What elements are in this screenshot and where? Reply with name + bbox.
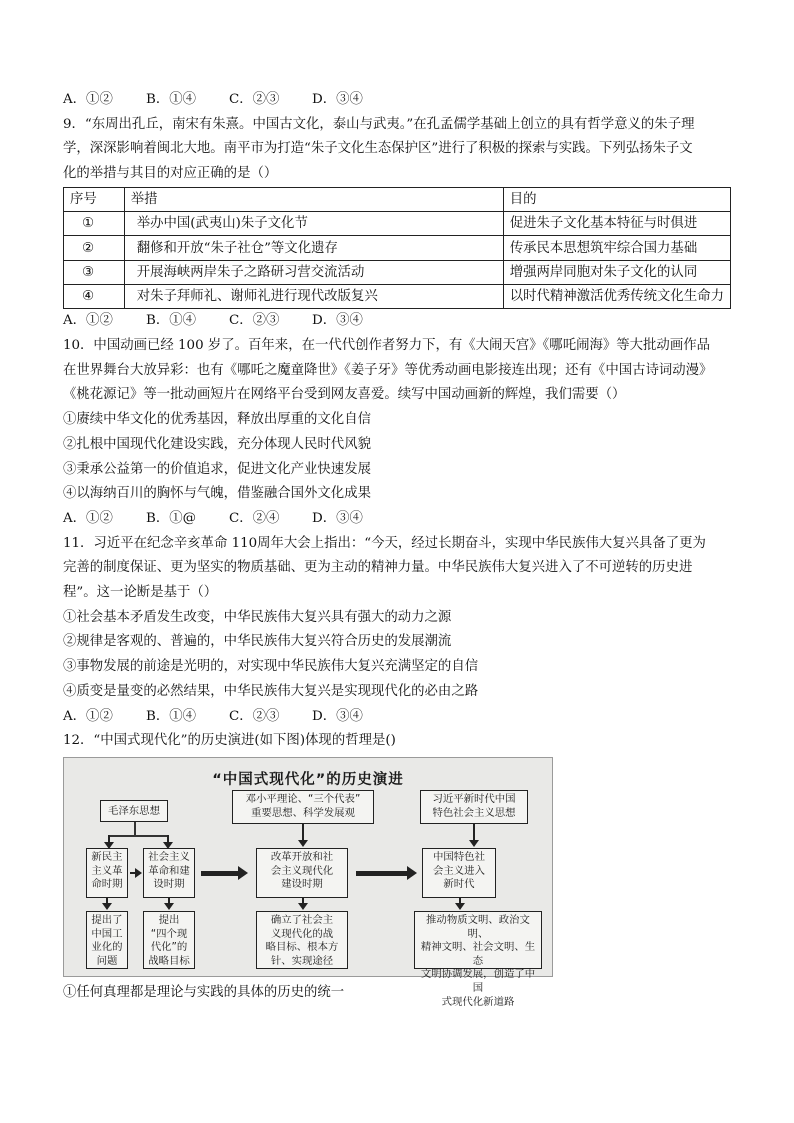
- header-measure: 举措: [124, 187, 503, 211]
- row-purpose: 促进朱子文化基本特征与时俱进: [503, 212, 730, 236]
- q11-options: [63, 705, 735, 730]
- q10-stem-line: 在世界舞台大放异彩：也有《哪吒之魔童降世》《姜子牙》等优秀动画电影接连出现；还有《中国古诗词动漫》: [63, 362, 713, 378]
- q10-option-a[interactable]: A．①②: [63, 510, 113, 526]
- period-line: 会主义现代化: [270, 864, 334, 877]
- q11-statement: ③事物发展的前途是光明的，对实现中华民族伟大复兴充满坚定的自信: [63, 659, 479, 675]
- q10-option-b[interactable]: B．①@: [146, 510, 197, 526]
- achievement-line: 义现代化的战: [270, 927, 334, 940]
- q8-options: [63, 88, 735, 113]
- q11-statement: ②规律是客观的、普遍的，中华民族伟大复兴符合历史的发展潮流: [63, 634, 452, 650]
- q8-option-c[interactable]: C．②③: [229, 92, 280, 107]
- period-line: 改革开放和社: [270, 850, 334, 863]
- q8-option-d[interactable]: D．③④: [312, 92, 363, 107]
- table-row: [64, 260, 731, 284]
- row-purpose: 以时代精神激活优秀传统文化生命力: [503, 285, 730, 309]
- q12-stem: 12．“中国式现代化”的历史演进(如下图)体现的哲理是(): [63, 733, 396, 749]
- achievement-line: 代化”的: [150, 941, 188, 954]
- q11-option-a[interactable]: A．①②: [63, 708, 113, 724]
- down-arrow: [302, 898, 304, 904]
- right-arrow: [130, 872, 136, 874]
- exam-page: [63, 88, 735, 1006]
- achievement-line: 略目标、根本方: [265, 941, 339, 954]
- row-purpose: 增强两岸同胞对朱子文化的认同: [503, 260, 730, 284]
- achievement-line: 精神文明、社会文明、生态: [420, 941, 536, 967]
- connector: [134, 822, 136, 836]
- new-path-box: [414, 911, 542, 1008]
- achievement-line: 推动物质文明、政治文明、: [426, 913, 530, 940]
- xi-thought-box: [420, 790, 528, 824]
- achievement-line: 提出: [158, 913, 180, 926]
- q9-option-c[interactable]: C．②③: [229, 313, 280, 329]
- period-line: 设时期: [153, 878, 185, 891]
- q11-statement: ④质变是量变的必然结果，中华民族伟大复兴是实现现代化的必由之路: [63, 683, 479, 699]
- question-11: [63, 532, 735, 730]
- deng-theory-box: [232, 790, 374, 824]
- period-line: 新民主: [91, 850, 123, 863]
- down-arrow: [168, 898, 170, 904]
- table-row: [64, 285, 731, 309]
- q9-options: [63, 309, 735, 334]
- new-era-box: [422, 848, 496, 898]
- q10-option-d[interactable]: D．③④: [312, 510, 363, 526]
- q11-option-d[interactable]: D．③④: [312, 708, 363, 724]
- row-number: ①: [64, 212, 125, 236]
- q10-statement: ②扎根中国现代化建设实践，充分体现人民时代风貌: [63, 436, 371, 452]
- q11-option-b[interactable]: B．①④: [146, 708, 197, 724]
- period-line: 中国特色社: [433, 850, 485, 863]
- achievement-line: 文明协调发展，创造了中国: [420, 968, 536, 994]
- row-number: ④: [64, 285, 125, 309]
- socialist-revolution-box: [143, 848, 195, 898]
- row-measure: 开展海峡两岸朱子之路研习营交流活动: [124, 260, 503, 284]
- row-number: ③: [64, 260, 125, 284]
- down-arrow: [459, 898, 461, 904]
- q10-stem-line: 《桃花源记》等一批动画短片在网络平台受到网友喜爱。续写中国动画新的辉煌，我们需要（）: [63, 387, 626, 403]
- period-line: 会主义进入: [433, 864, 485, 877]
- q8-option-b[interactable]: B．①④: [146, 92, 197, 107]
- q10-stem-line: 10．中国动画已经 100 岁了。百年来，在一代代创作者努力下，有《大闹天宫》《哪吒闹海》等大批动画作品: [63, 338, 710, 353]
- big-arrow: [356, 871, 408, 876]
- q9-option-b[interactable]: B．①④: [146, 313, 197, 329]
- period-line: 建设时期: [281, 878, 323, 891]
- q10-option-c[interactable]: C．②④: [229, 510, 280, 526]
- big-arrow: [201, 871, 239, 876]
- q11-stem-line: 程”。这一论断是基于（）: [63, 585, 218, 601]
- row-purpose: 传承民本思想筑牢综合国力基础: [503, 236, 730, 260]
- q8-option-a[interactable]: A．①②: [63, 92, 113, 107]
- row-measure: 举办中国(武夷山)朱子文化节: [124, 212, 503, 236]
- down-arrow: [108, 835, 110, 843]
- connector: [108, 835, 168, 837]
- xi-line: 特色社会主义思想: [432, 806, 516, 819]
- achievement-line: 问题: [96, 954, 118, 967]
- period-line: 社会主义: [148, 850, 190, 863]
- q9-table-header: [64, 187, 731, 211]
- down-arrow: [106, 898, 108, 904]
- xi-line: 习近平新时代中国: [432, 792, 516, 805]
- mao-thought-label: 毛泽东思想: [108, 804, 160, 817]
- down-arrow: [473, 824, 475, 841]
- achievement-line: 提出了: [91, 913, 123, 926]
- deng-line: 邓小平理论、“三个代表”: [245, 792, 361, 805]
- header-number: 序号: [64, 187, 125, 211]
- q11-stem-line: 完善的制度保证、更为坚实的物质基础、更为主动的精神力量。中华民族伟大复兴进入了不可逆转的历史进: [63, 560, 693, 576]
- q9-option-a[interactable]: A．①②: [63, 313, 113, 329]
- q9-table: [63, 187, 731, 309]
- q9-stem-line: 9．“东周出孔丘，南宋有朱熹。中国古文化，泰山与武夷。”在孔孟儒学基础上创立的具有哲学意义的朱子理: [63, 116, 695, 132]
- industrialization-box: [86, 911, 128, 969]
- question-10: [63, 334, 735, 532]
- four-modernizations-box: [143, 911, 195, 969]
- down-arrow: [167, 835, 169, 843]
- row-measure: 翻修和开放“朱子社仓”等文化遗存: [124, 236, 503, 260]
- q11-option-c[interactable]: C．②③: [229, 708, 280, 724]
- question-12: [63, 729, 735, 1008]
- q11-stem-line: 11．习近平在纪念辛亥革命 110周年大会上指出：“今天，经过长期奋斗，实现中华民族伟大复兴具备了更为: [63, 535, 706, 551]
- q9-stem-line: 化的举措与其目的对应正确的是（）: [63, 166, 278, 182]
- q10-statement: ①赓续中华文化的优秀基因，释放出厚重的文化自信: [63, 412, 371, 428]
- achievement-line: 式现代化新道路: [441, 995, 515, 1008]
- question-9: [63, 113, 735, 334]
- reform-opening-box: [256, 848, 348, 898]
- q9-stem-line: 学，深深影响着闽北大地。南平市为打造“朱子文化生态保护区”进行了积极的探索与实践。下列弘扬朱子文: [63, 141, 693, 157]
- q10-statement: ④以海纳百川的胸怀与气魄，借鉴融合国外文化成果: [63, 486, 371, 502]
- row-number: ②: [64, 236, 125, 260]
- period-line: 革命和建: [148, 864, 190, 877]
- new-democracy-box: [86, 848, 128, 898]
- achievement-line: “四个现: [150, 927, 188, 940]
- strategic-goal-box: [256, 911, 348, 969]
- period-line: 主义革: [91, 864, 123, 877]
- q12-statement: ①任何真理都是理论与实践的具体的历史的统一: [63, 984, 345, 1000]
- q10-options: [63, 507, 735, 532]
- header-purpose: 目的: [503, 187, 730, 211]
- q10-statement: ③秉承公益第一的价值追求，促进文化产业快速发展: [63, 461, 371, 477]
- achievement-line: 中国工: [91, 927, 123, 940]
- achievement-line: 针、实现途径: [270, 954, 334, 967]
- q9-option-d[interactable]: D．③④: [312, 313, 363, 329]
- row-measure: 对朱子拜师礼、谢师礼进行现代改版复兴: [124, 285, 503, 309]
- achievement-line: 确立了社会主: [270, 913, 334, 926]
- mao-thought-box: [100, 800, 168, 822]
- diagram-title: “中国式现代化”的历史演进: [212, 771, 404, 788]
- achievement-line: 业化的: [91, 941, 123, 954]
- period-line: 命时期: [91, 878, 123, 891]
- down-arrow: [302, 824, 304, 841]
- q11-statement: ①社会基本矛盾发生改变，中华民族伟大复兴具有强大的动力之源: [63, 609, 452, 625]
- table-row: [64, 236, 731, 260]
- table-row: [64, 212, 731, 236]
- period-line: 新时代: [443, 878, 475, 891]
- deng-line: 重要思想、科学发展观: [251, 806, 355, 819]
- achievement-line: 战略目标: [148, 954, 190, 967]
